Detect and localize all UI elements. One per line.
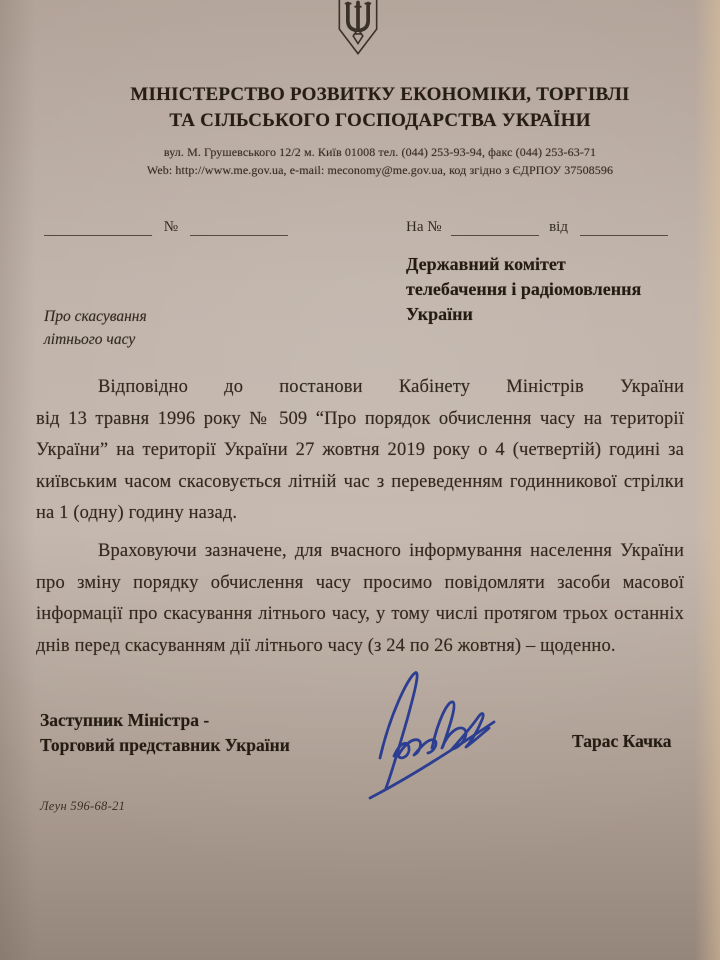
ministry-title-line2: ТА СІЛЬСЬКОГО ГОСПОДАРСТВА УКРАЇНИ — [169, 110, 591, 131]
reply-from-label: від — [549, 219, 568, 235]
handwritten-signature — [350, 656, 506, 808]
signer-title-line2: Торговий представник України — [40, 735, 290, 755]
body-line: України” на території України 27 жовтня 2019 року о 4 (четвертій) годині за — [36, 440, 684, 461]
reply-date-line — [580, 220, 668, 236]
reply-number-line — [451, 220, 539, 236]
letter-body — [36, 377, 684, 667]
reply-prefix: На № — [406, 219, 442, 235]
ministry-address — [40, 144, 720, 179]
outgoing-number-blank — [44, 219, 288, 236]
body-line: днів перед скасуванням дії літнього часу (з 24 по 26 жовтня) – щоденно. — [36, 635, 616, 656]
subject-line2: літнього часу — [44, 330, 136, 348]
body-line: Відповідно до постанови Кабінету Міністрів України — [98, 377, 684, 397]
signer-name: Тарас Качка — [572, 731, 672, 751]
recipient-line3: України — [406, 304, 473, 324]
number-blank-line — [190, 220, 288, 236]
address-line1: вул. М. Грушевського 12/2 м. Київ 01008 тел. (044) 253-93-94, факс (044) 253-63-71 — [163, 145, 597, 159]
subject-line1: Про скасування — [44, 308, 147, 325]
signer-title-line1: Заступник Міністра - — [40, 710, 210, 730]
number-sign: № — [163, 219, 179, 235]
body-line: про зміну порядку обчислення часу просимо повідомляти засоби масової — [36, 572, 684, 593]
reply-number-blank — [406, 219, 668, 236]
body-line: на 1 (одну) годину назад. — [36, 503, 238, 524]
address-line2: Web: http://www.me.gov.ua, e-mail: meconomy@me.gov.ua, код згідно з ЄДРПОУ 37508596 — [146, 162, 614, 177]
signer-title — [40, 708, 290, 758]
recipient-line2: телебачення і радіомовлення — [406, 279, 642, 299]
body-line: інформації про скасування літнього часу, у тому числі протягом трьох останніх — [36, 604, 684, 625]
paragraph-2 — [36, 541, 684, 667]
recipient-block — [406, 252, 706, 327]
body-line: від 13 травня 1996 року № 509 “Про порядок обчислення часу на території — [36, 408, 684, 429]
body-line: київським часом скасовується літній час з переведенням годинникової стрілки — [36, 471, 684, 492]
date-blank-line — [44, 220, 152, 236]
recipient-line1: Державний комітет — [406, 254, 566, 274]
paragraph-1 — [36, 377, 684, 535]
executor-contact: Леун 596-68-21 — [40, 799, 126, 813]
subject-block — [44, 306, 147, 351]
trident-coat-of-arms-icon — [334, 0, 382, 58]
ministry-title-line1: МІНІСТЕРСТВО РОЗВИТКУ ЕКОНОМІКИ, ТОРГІВЛІ — [130, 84, 630, 105]
signature-ink — [370, 673, 494, 798]
ministry-title — [40, 82, 720, 134]
body-line: Враховуючи зазначене, для вчасного інформування населення України — [98, 540, 684, 561]
